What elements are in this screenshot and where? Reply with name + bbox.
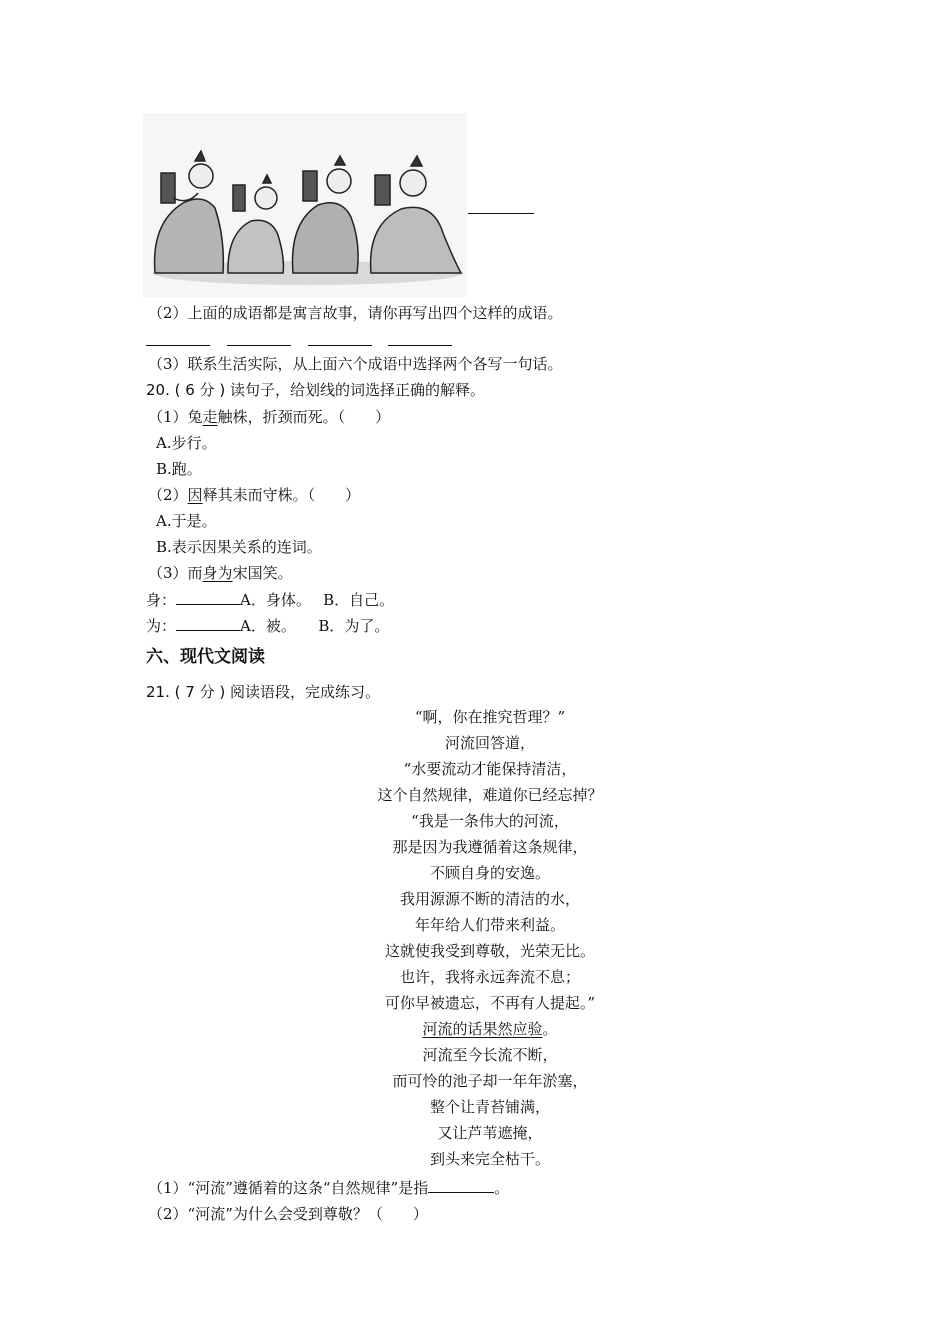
answer-blank[interactable]	[308, 331, 372, 346]
q19-sub2: （2）上面的成语都是寓言故事，请你再写出四个这样的成语。	[148, 304, 563, 322]
poem-line: 而可怜的池子却一年年淤塞，	[392, 1072, 588, 1090]
poem-line: 到头来完全枯干。	[429, 1150, 550, 1168]
underlined-word: 身为	[202, 564, 233, 582]
poem-line: 河流的话果然应验。	[422, 1020, 558, 1038]
q20-wei-options: A．被。 B．为了。	[240, 617, 390, 635]
poem-line: 可你早被遗忘，不再有人提起。”	[384, 994, 596, 1012]
section-heading: 六、现代文阅读	[146, 647, 265, 667]
poem-line: 也许，我将永远奔流不息；	[399, 968, 580, 986]
q20-s3	[148, 563, 293, 583]
q21-sub1	[148, 1178, 509, 1198]
answer-blank[interactable]	[468, 213, 534, 214]
q20-wei-row	[146, 616, 389, 636]
q20-s2-post: 释其耒而守株。（ ）	[202, 486, 361, 504]
four-scholars-illustration	[143, 113, 467, 297]
question-score: ( 6 分 )	[174, 381, 226, 399]
question-text: 阅读语段，完成练习。	[229, 683, 380, 701]
q20-s1-option-b: B.跑。	[156, 460, 202, 478]
answer-blank[interactable]	[176, 616, 240, 631]
poem-line: 不顾自身的安逸。	[429, 864, 550, 882]
q20-wei-label: 为：	[146, 617, 177, 635]
q20-shen-row	[146, 590, 394, 610]
q21-sub2: （2）“河流”为什么会受到尊敬？（ ）	[148, 1205, 428, 1223]
answer-blank[interactable]	[146, 331, 210, 346]
answer-blank[interactable]	[388, 331, 452, 346]
q20-s3-post: 宋国笑。	[232, 564, 293, 582]
poem-line: 我用源源不断的清洁的水，	[399, 890, 580, 908]
q20-s3-pre: （3）而	[148, 564, 203, 582]
q20-s1	[148, 407, 390, 427]
q21-stem	[146, 682, 380, 702]
q20-s2-pre: （2）	[148, 486, 188, 504]
underlined-word: 走	[202, 408, 218, 426]
poem-line: 这就使我受到尊敬，光荣无比。	[384, 942, 595, 960]
q20-s2-option-a: A.于是。	[156, 512, 217, 530]
q20-s2	[148, 485, 360, 505]
poem-line: 年年给人们带来利益。	[414, 916, 565, 934]
answer-blank[interactable]	[227, 331, 291, 346]
poem-line: 河流至今长流不断，	[422, 1046, 558, 1064]
poem-line: 河流回答道，	[444, 734, 535, 752]
poem-line: 这个自然规律，难道你已经忘掉？	[377, 786, 603, 804]
poem-line: “水要流动才能保持清洁，	[403, 760, 577, 778]
poem-line: “我是一条伟大的河流，	[411, 812, 569, 830]
poem-line: 又让芦苇遮掩，	[437, 1124, 543, 1142]
q20-s2-option-b: B.表示因果关系的连词。	[156, 538, 322, 556]
underlined-sentence: 河流的话果然应验	[422, 1020, 543, 1038]
poem-line: 那是因为我遵循着这条规律，	[392, 838, 588, 856]
q20-stem	[146, 380, 485, 400]
q19-sub3: （3）联系生活实际，从上面六个成语中选择两个各写一句话。	[148, 355, 563, 373]
poem-line: “啊，你在推究哲理？”	[414, 708, 566, 726]
question-number: 20.	[146, 381, 170, 399]
q20-shen-options: A．身体。 B．自己。	[240, 591, 395, 609]
q19-sub2-answer-blanks	[146, 331, 452, 351]
scholars-drawing-icon	[143, 113, 467, 297]
underlined-word: 因	[187, 486, 203, 504]
q20-s1-pre: （1）兔	[148, 408, 203, 426]
question-number: 21.	[146, 683, 170, 701]
answer-blank[interactable]	[176, 590, 240, 605]
answer-blank[interactable]	[428, 1178, 494, 1193]
q20-s1-option-a: A.步行。	[156, 434, 217, 452]
question-score: ( 7 分 )	[174, 683, 226, 701]
poem-line: 整个让青苔铺满，	[429, 1098, 550, 1116]
q21-sub1-pre: （1）“河流”遵循着的这条“自然规律”是指	[148, 1179, 429, 1197]
q20-s1-post: 触株，折颈而死。（ ）	[217, 408, 391, 426]
q21-sub1-post: 。	[494, 1179, 510, 1197]
question-text: 读句子，给划线的词选择正确的解释。	[229, 381, 485, 399]
q20-shen-label: 身：	[146, 591, 177, 609]
